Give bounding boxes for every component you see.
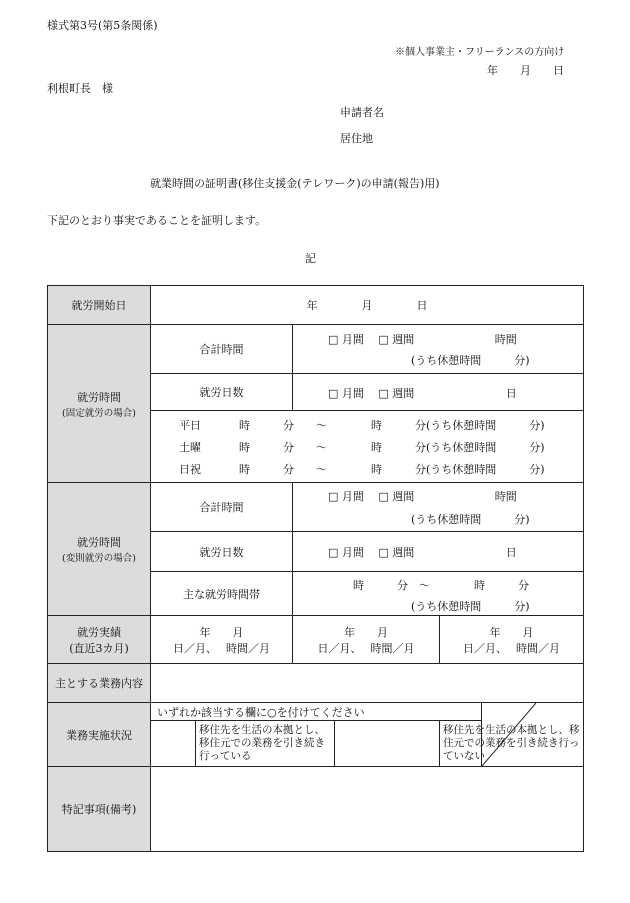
main-hours-field[interactable]: 時 分 ～ 時 分 (うち休憩時間 分) [293,572,584,616]
variable-work-label: 就労時間 (変則就労の場合) [48,483,151,616]
option-b-mark-cell[interactable] [335,721,440,767]
record-month-3[interactable]: 年 月 日／月、 時間／月 [440,616,584,664]
diagonal-line [482,703,536,766]
variable-days-field[interactable]: □ 月間 □ 週間 日 [293,532,584,572]
document-title: 就業時間の証明書(移住支援金(テレワーク)の申請(報告)用) [150,177,440,190]
duties-field[interactable] [151,664,584,703]
fixed-work-label: 就労時間 (固定就労の場合) [48,325,151,483]
status-diagonal-cell [482,703,584,767]
certificate-table [47,285,584,852]
schedule-text-holiday: 時 分 ～ 時 分(うち休憩時間 分) [239,463,545,476]
variable-days-label: 就労日数 [151,532,293,572]
status-instruction: いずれか該当する欄に○を付けてください [151,703,482,721]
fixed-days-label: 就労日数 [151,374,293,411]
option-b-text: 移住先を生活の本拠とし、移住元での業務を引き続き行っていない [440,721,584,767]
option-a-text: 移住先を生活の本拠とし、移住元での業務を引き続き行っている [196,721,335,767]
variable-total-field[interactable]: □ 月間 □ 週間 時間 (うち休憩時間 分) [293,483,584,532]
option-a-mark-cell[interactable] [151,721,196,767]
variable-total-label: 合計時間 [151,483,293,532]
start-date-field[interactable]: 年 月 日 [151,286,584,325]
start-date-label: 就労開始日 [48,286,151,325]
remarks-label: 特記事項(備考) [48,767,151,852]
schedule-text-saturday: 時 分 ～ 時 分(うち休憩時間 分) [239,441,545,454]
main-hours-label: 主な就労時間帯 [151,572,293,616]
work-status-label: 業務実施状況 [48,703,151,767]
record-month-2[interactable]: 年 月 日／月、 時間／月 [293,616,440,664]
ki-heading: 記 [305,252,316,265]
intro-text: 下記のとおり事実であることを証明します。 [47,214,267,227]
target-note: ※個人事業主・フリーランスの方向け [395,47,565,58]
schedule-day-saturday: 土曜 [179,441,201,454]
fixed-days-field[interactable]: □ 月間 □ 週間 日 [293,374,584,411]
work-record-label: 就労実績 (直近3カ月) [48,616,151,664]
remarks-field[interactable] [151,767,584,852]
form-number: 様式第3号(第5条関係) [47,19,158,32]
addressee: 利根町長 様 [47,82,113,95]
date-line: 年 月 日 [487,64,564,77]
schedule-text-weekday: 時 分 ～ 時 分(うち休憩時間 分) [239,419,545,432]
applicant-address-label: 居住地 [340,132,373,145]
applicant-name-label: 申請者名 [340,106,384,119]
duties-label: 主とする業務内容 [48,664,151,703]
schedule-day-holiday: 日祝 [179,463,201,476]
fixed-total-field[interactable]: □ 月間 □ 週間 時間 (うち休憩時間 分) [293,325,584,374]
fixed-total-label: 合計時間 [151,325,293,374]
schedule-day-weekday: 平日 [179,419,201,432]
record-month-1[interactable]: 年 月 日／月、 時間／月 [151,616,293,664]
fixed-schedule[interactable] [151,411,584,483]
